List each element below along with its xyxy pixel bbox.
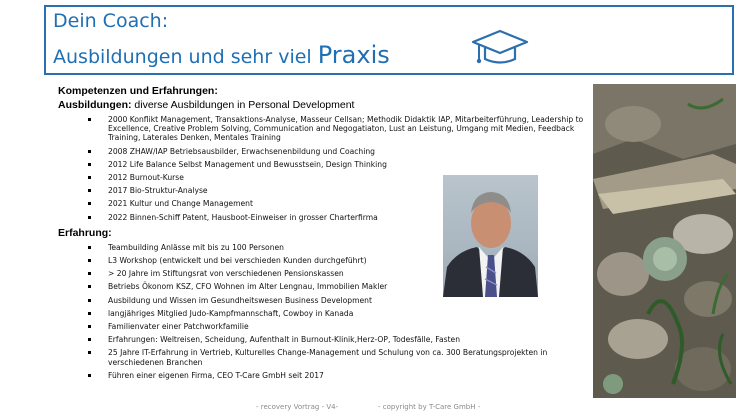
list-item: Familienvater einer Patchworkfamilie — [108, 322, 588, 331]
list-item: 2021 Kultur und Change Management — [108, 199, 588, 208]
list-item: Betriebs Ökonom KSZ, CFO Wohnen im Alter Lengnau, Immobilien Makler — [108, 282, 588, 291]
footer-left: - recovery Vortrag - V4- — [256, 403, 339, 411]
ausbildungen-text: diverse Ausbildungen in Personal Development — [131, 99, 355, 111]
title-line-2 — [53, 41, 390, 69]
section-heading: Kompetenzen und Erfahrungen: — [58, 85, 218, 97]
list-item: 2022 Binnen-Schiff Patent, Hausboot-Einweiser in grosser Charterfirma — [108, 213, 588, 222]
ausbildungen-heading — [58, 98, 588, 112]
list-item: 2012 Burnout-Kurse — [108, 173, 588, 182]
list-item: 2017 Bio-Struktur-Analyse — [108, 186, 588, 195]
ausbildungen-label: Ausbildungen: — [58, 99, 132, 111]
list-item: 2012 Life Balance Selbst Management und Bewusstsein, Design Thinking — [108, 160, 588, 169]
list-item: > 20 Jahre im Stiftungsrat von verschiedenen Pensionskassen — [108, 269, 588, 278]
list-item: Erfahrungen: Weltreisen, Scheidung, Aufenthalt in Burnout-Klinik,Herz-OP, Todesfälle, Fasten — [108, 335, 588, 344]
title-emphasis: Praxis — [317, 41, 390, 69]
footer-right: - copyright by T-Care GmbH - — [378, 403, 481, 411]
list-item: langjähriges Mitglied Judo-Kampfmannschaft, Cowboy in Kanada — [108, 309, 588, 318]
title-line-2-prefix: Ausbildungen und sehr viel — [53, 46, 318, 68]
erfahrung-heading: Erfahrung: — [58, 226, 112, 239]
title-line-1: Dein Coach: — [53, 10, 169, 32]
list-item: L3 Workshop (entwickelt und bei verschieden Kunden durchgeführt) — [108, 256, 588, 265]
graduation-cap-icon — [471, 25, 529, 71]
list-item: Teambuilding Anlässe mit bis zu 100 Personen — [108, 243, 588, 252]
list-item: 2000 Konflikt Management, Transaktions-Analyse, Masseur Cellsan; Methodik Didaktik IAP, Mitarbeiterführung, Leadership to Excellence, Creative Problem Solving, Communication and Negogatiaton, Lust an Leistung, Umgang mit Medien, Feedback Training, Laterales Denken, Mentales Training — [108, 115, 588, 143]
list-item: Führen einer eigenen Firma, CEO T-Care GmbH seit 2017 — [108, 371, 588, 380]
list-item: 25 Jahre IT-Erfahrung in Vertrieb, Kulturelles Change-Management und Schulung von ca. 300 Beratungsprojekten in verschiedenen Branchen — [108, 348, 588, 366]
list-item: 2008 ZHAW/IAP Betriebsausbilder, Erwachsenenbildung und Coaching — [108, 147, 588, 156]
nature-stones-photo — [593, 84, 736, 398]
list-item: Ausbildung und Wissen im Gesundheitswesen Business Development — [108, 296, 588, 305]
coach-portrait-photo — [443, 175, 538, 297]
title-box — [44, 5, 734, 75]
